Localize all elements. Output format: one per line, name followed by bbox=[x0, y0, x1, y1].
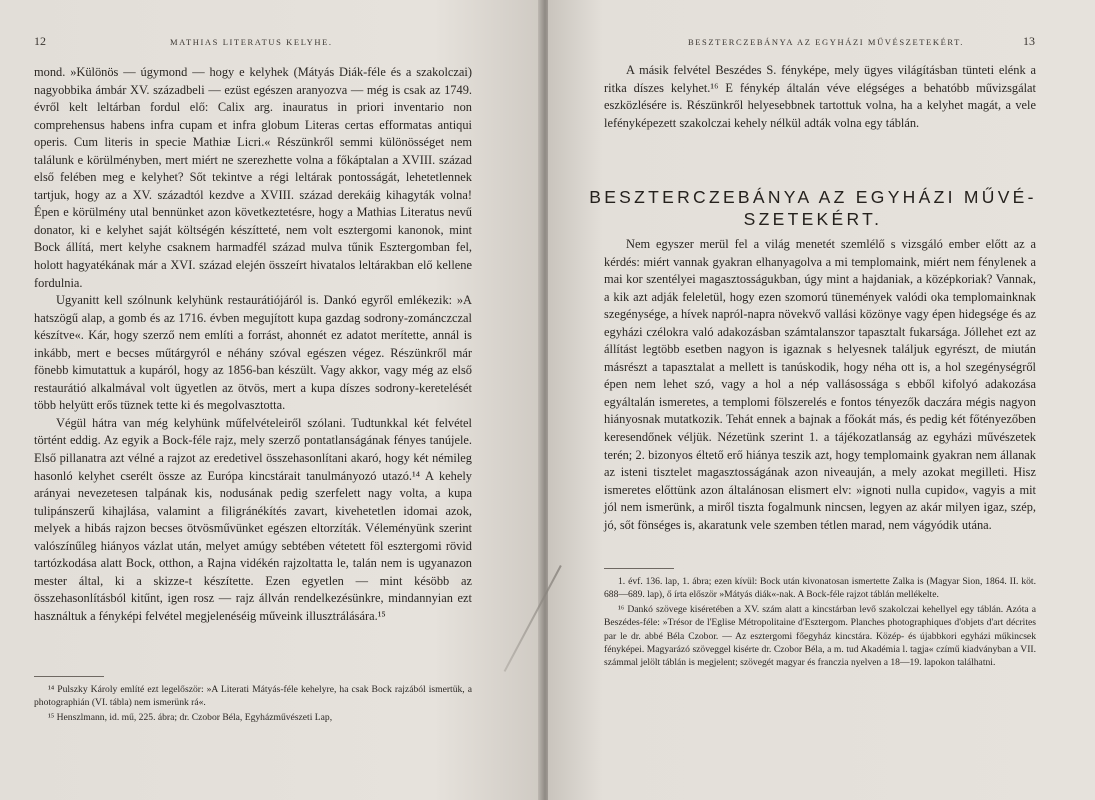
paragraph: Végül hátra van még kelyhünk műfelvételeiről szólani. Tudtunkkal két felvétel történt eddig. Az egyik a Bock-féle rajz, mely szerző pontatlanságának fényes tanújele. Első pillanatra azt vélné a rajzot az eredetivel összehasonlítani akaró, hogy két némileg hasonló kelyhet cserélt össze az Európa kincstárait tanulmányozó utazó.¹⁴ A kehely arányai nevezetesen talpának kis, nodusának pedig szerfelett nagy volta, a kupa tulipánszerű kihajlása, valamint a filigránékítés zavart, kivehetetlen idomai azok, melyek a hibás rajzon becses ötvösművünket egészen eltorzíták. Véleményünk szerint valószínűleg hiányos vázlat után, melyet amúgy sebtében vétetett föl esztergomi rövid tartózkodása alatt Bock, otthon, a Rajna vidékén rajzoltatta le, talán nem is ugyanazon mester által, ki a skizze-t készítette. Ezen egyetlen — mint késöbb az összehasonlításból kitűnt, igen rosz — rajz állván rendelkezésünkre, mindannyian ezt használtuk a fényképi felvétel megjelenéséig műveink illusztrálására.¹⁵ bbox=[34, 415, 472, 623]
footnote: ¹⁴ Pulszky Károly említé ezt legelőször: »A Literati Mátyás-féle kehelyre, ha csak Bock rajzából ismertük, a photographián (VI. tábla) nem ismerünk rá«. bbox=[34, 684, 472, 709]
paragraph: Nem egyszer merül fel a világ menetét szemlélő s vizsgáló ember előtt az a kérdés: miért vannak gyakran elhanyagolva a mi templomaink, miért nem fénylenek a mai kor szentélyei magasztosságukban, úgy mint a hajdaniak, a középkoriak? Vannak, a kik azt adják feleletül, hogy ezen szomorú tünemények valódi oka templomainknak szegénysége, a hívek napról-napra növekvő vallási közönye vagy épen hidegsége és az egyházi czélokra való adakozásban számtalanszor tapasztalt fukarsága. Jóllehet ezt az állítást legtöbb esetben nagyon is igaznak s helyesnek találjuk egyrészt, de miután másrészt a tapasztalat a mellett is tanúskodik, hogy néha ott is, a hol szegénységről épen nem lehet szó, vagy a hol a nép vallásossága s ebből kifolyó adakozása egyáltalán ismeretes, a templomi fölszerelés e fontos tényezők daczára mégis nagyon hiányosnak mutatkozik. Tehát ennek a bajnak a főokát más, és pedig két főtényezőben keresendőnek véljük. Nézetünk szerint 1. a tájékozatlanság az egyházi művészetek terén; 2. bizonyos éltető erő hiánya teszik azt, hogy templomaink gyakran nem állanak az isteni tisztelet magasztosságának azon niveauján, a mely azokat megilleti. Hisz ismeretes előttünk azon általánosan elismert elv: »ignoti nulla cupido«, vagyis a mit jól nem ismerünk, a miről tiszta fogalmunk nincsen, legyen az akár milyen igaz, szép, jó, sőt fönséges is, akaratunk vele szemben tétlen marad, nem vágyódik utána. bbox=[604, 237, 1036, 532]
right-page bbox=[548, 0, 1095, 800]
footnote-divider bbox=[34, 676, 104, 677]
right-intro bbox=[604, 62, 1036, 132]
running-head: BESZTERCZEBÁNYA AZ EGYHÁZI MŰVÉSZETEKÉRT. bbox=[688, 37, 965, 47]
paragraph: Ugyanitt kell szólnunk kelyhünk restaurátiójáról is. Dankó egyről emlékezik: »A hatszögű alap, a gomb és az 1716. évben megujított kupa gazdag sodrony-zománczczal készítve«. Kár, hogy szerző nem említi a forrást, ahonnét ez adatot merítette, annál is inkább, mert e becses műtárgyról e néhány szóval egészen végez. Részünkről már fönebb kimutattuk a kupáról, hogy az 1856-ban készült. Vagy akkor, vagy még az első restaurátió alkalmával volt ügyetlen az ötvös, mert a kupa díszes sodrony-keretelését több helyütt erős tüznek tette ki és megolvasztotta. bbox=[34, 293, 472, 413]
left-page bbox=[0, 0, 542, 800]
right-footnotes bbox=[604, 575, 1036, 671]
section-heading bbox=[588, 186, 1038, 230]
page-number: 13 bbox=[1023, 34, 1035, 48]
running-head: MATHIAS LITERATUS KELYHE. bbox=[170, 37, 333, 47]
paragraph: A másik felvétel Beszédes S. fényképe, mely ügyes világításban tünteti elénk a ritka díszes kelyhet.¹⁶ E fénykép általán véve elégséges a behatóbb művizsgálat eszközlésére is. Részünkről helyesebbnek tartottuk volna, ha a kelyhet magát, a vele lefényképezett szakolczai kehely nélkül adták volna egy táblán. bbox=[604, 63, 1036, 130]
footnote: ¹⁵ Henszlmann, id. mű, 225. ábra; dr. Czobor Béla, Egyházművészeti Lap, bbox=[48, 711, 333, 723]
footnote: 1. évf. 136. lap, 1. ábra; ezen kívül: Bock után kivonatosan ismertette Zalka is (Magyar Sion, 1864. II. köt. 688—689. lap), ő írta először »Mátyás diák«-nak. A Bock-féle rajzot táblán mellékelte. bbox=[604, 576, 1036, 601]
left-footnotes bbox=[34, 683, 472, 725]
paragraph: mond. »Különös — úgymond — hogy e kelyhek (Mátyás Diák-féle és a szakolczai) nagyobbika ámbár XV. századbeli — ezüst egészen aranyozva — még is csak az 1749. évről kelt leltárban fordul elő: Calix arg. inauratus in priori inventario non comprehensus habens infra cupam et infra globum Literas certas efformatas antiqui operis. Cum literis in specie Mathiæ Licri.« Részünkről semmi különösséget nem találunk e körülményben, mert miért ne szerezhette volna a főkáptalan a XVIII. század első felében meg e kelyhet? Sőt tekintve a régi leltárak pontosságát, lehetetlennek tartjuk, hogy az a XV. századtól kezdve a XVIII. század derekáig kihagyták volna! Épen e körülmény utal bennünket azon következtetésre, hogy a Mathias Literatus nevű donator, ki e kelyhet saját költségén készítteté, nem volt esztergomi kanonok, mint Bock állítá, mert kelyhe csaknem harmadfél század mulva tűnik Esztergomban fel, holott hagyatékának már a XVI. század elején összeírt hivatalos leltárakban elő kellene fordulnia. bbox=[34, 65, 472, 290]
footnote-divider bbox=[604, 568, 674, 569]
page-number: 12 bbox=[34, 34, 46, 48]
section-heading-line: SZETEKÉRT. bbox=[743, 209, 883, 229]
left-body bbox=[34, 64, 472, 626]
right-body bbox=[604, 236, 1036, 534]
section-heading-line: BESZTERCZEBÁNYA AZ EGYHÁZI MŰVÉ- bbox=[589, 187, 1037, 207]
footnote: ¹⁶ Dankó szövege kiséretében a XV. szám alatt a kincstárban levő szakolczai kehellyel egy táblán. Azóta a Beszédes-féle: »Trésor de l'Eglise Métropolitaine d'Esztergom. Planches photographiques d'objets d'art décrites par le dr. abbé Béla Czobor. — Az esztergomi főegyház kincstára. Közép- és újabbkori egyházi műkincsek fényképei. Magyarázó szöveggel kisérte dr. Czobor Béla, a m. tud Akadémia l. tagja« czímű kiadványban a VII. számmal jelölt táblán is megjelent; szövegét magyar és franczia nyelven a 18—19. lapokon találhatni. bbox=[604, 603, 1036, 669]
